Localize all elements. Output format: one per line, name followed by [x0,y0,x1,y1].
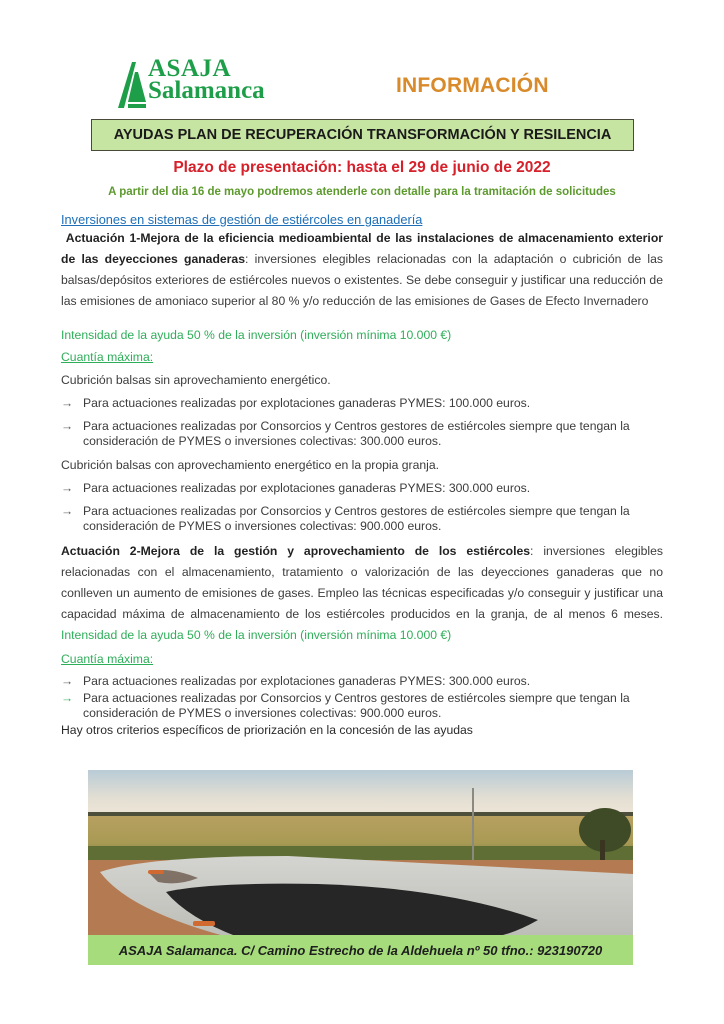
actuacion-2-paragraph [61,541,663,646]
actuacion-1-max-label: Cuantía máxima: [61,350,154,364]
notice-text: A partir del dia 16 de mayo podremos atenderle con detalle para la tramitación de solicitudes [108,186,616,198]
list-item: → Para actuaciones realizadas por Consorcios y Centros gestores de estiércoles siempre que tengan la consideración de PYMES o inversiones colectivas: 300.000 euros. [61,419,630,448]
group-2-list [61,481,663,534]
logo-mark-icon [118,62,146,108]
arrow-right-icon: → [61,481,74,495]
section-title-link[interactable]: Inversiones en sistemas de gestión de estiércoles en ganadería [61,212,423,227]
list-item: → Para actuaciones realizadas por explotaciones ganaderas PYMES: 300.000 euros. [61,481,531,495]
logo-line-1: ASAJA [148,55,232,82]
arrow-right-icon: → [61,419,74,433]
actuacion-2-list [61,674,663,721]
actuacion-2-intensity: Intensidad de la ayuda 50 % de la inversión (inversión mínima 10.000 €) [61,628,452,642]
logo-wordmark [148,55,265,104]
arrow-right-icon: → [61,691,74,705]
actuacion-2-title: Actuación 2-Mejora de la gestión y aprovechamiento de los estiércoles [61,544,531,558]
group-1-heading: Cubrición balsas sin aprovechamiento energético. [61,373,331,387]
actuacion-2-body: : inversiones elegibles relacionadas con el almacenamiento, tratamiento o valorización de las deyecciones ganaderas que no conlleven un aumento de emisiones de gases. Empleo las técnicas especificadas y/o conseguir y justificar una capacidad máxima de almacenamiento de los estiércoles producidos en la granja, de al menos 6 meses. [61,544,663,621]
document-body [61,210,663,737]
closing-note: Hay otros criterios específicos de priorización en la concesión de las ayudas [61,723,473,737]
banner-text: AYUDAS PLAN DE RECUPERACIÓN TRANSFORMACIÓN Y RESILENCIA [113,127,612,143]
actuacion-1-body: : inversiones elegibles relacionadas con la adaptación o cubrición de las balsas/depósitos exteriores de estiércoles nuevos o existentes. Se debe conseguir y justificar una reducción de las emisiones de amoniaco superior al 80 % y/o reducción de las emisiones de Gases de Efecto Invernadero [61,252,663,308]
arrow-right-icon: → [61,504,74,518]
arrow-right-icon: → [61,396,74,410]
deadline-text: Plazo de presentación: hasta el 29 de junio de 2022 [173,159,551,176]
list-item: → Para actuaciones realizadas por Consorcios y Centros gestores de estiércoles siempre que tengan la consideración de PYMES o inversiones colectivas: 900.000 euros. [61,691,630,720]
list-item: → Para actuaciones realizadas por Consorcios y Centros gestores de estiércoles siempre que tengan la consideración de PYMES o inversiones colectivas: 900.000 euros. [61,504,630,533]
actuacion-2-max-label: Cuantía máxima: [61,652,154,666]
footer-contact-text: ASAJA Salamanca. C/ Camino Estrecho de la Aldehuela nº 50 tfno.: 923190720 [118,942,603,958]
manure-pond-photo [88,770,633,937]
list-item: → Para actuaciones realizadas por explotaciones ganaderas PYMES: 300.000 euros. [61,674,531,688]
logo-line-2: Salamanca [148,77,265,104]
actuacion-1-intensity: Intensidad de la ayuda 50 % de la inversión (inversión mínima 10.000 €) [61,328,452,342]
footer-contact-bar [88,935,633,965]
asaja-logo [118,55,288,110]
actuacion-1-paragraph [61,228,663,312]
info-title: INFORMACIÓN [396,74,549,97]
program-banner [91,119,634,151]
actuacion-1-title: Actuación 1-Mejora de la eficiencia medioambiental de las instalaciones de almacenamiento exterior de las deyecciones ganaderas [61,231,664,266]
arrow-right-icon: → [61,674,74,688]
list-item: → Para actuaciones realizadas por explotaciones ganaderas PYMES: 100.000 euros. [61,396,531,410]
group-1-list [61,396,663,449]
group-2-heading: Cubrición balsas con aprovechamiento energético en la propia granja. [61,458,440,472]
